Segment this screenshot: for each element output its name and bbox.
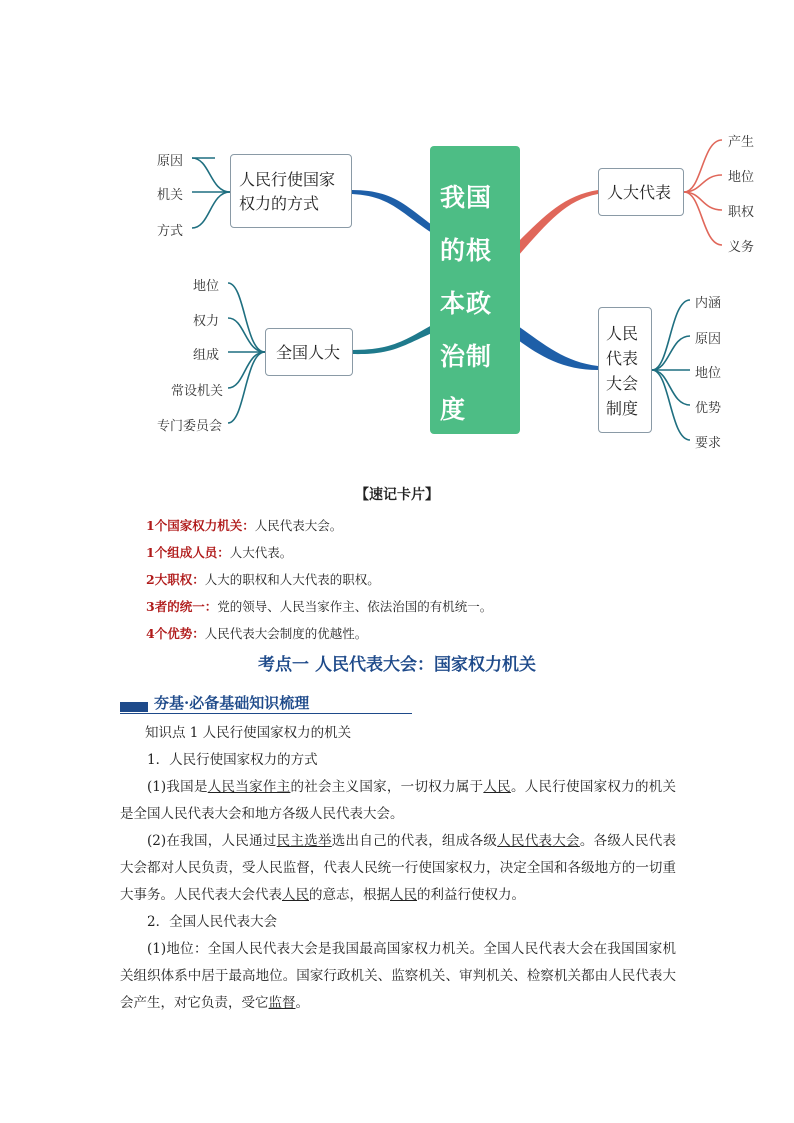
node-people-exercise-power (230, 154, 352, 228)
connector-right-bottom-5 (652, 370, 690, 440)
node-label: 全国人大 (276, 343, 341, 362)
subheading: 2．全国人民代表大会 (147, 914, 278, 930)
card-line (146, 566, 794, 593)
text-run: (1)地位：全国人民代表大会是我国最高国家权力机关。全国人民代表大会在我国国家机关组织体系中居于最高地位。国家行政机关、监察机关、审判机关、检察机关都由人民代表大会产生，对它负责，受它 (120, 941, 676, 1011)
card-key: 3者的统一： (146, 599, 218, 614)
banner-bar (120, 702, 148, 712)
leaf-duties: 职权 (728, 205, 755, 220)
node-line: 代表 (606, 349, 639, 368)
text-run: 。人民行使国家权力的机关是全国人民代表大会和地方各级人民代表大会。 (120, 779, 677, 822)
text-run: 的利益行使权力。 (417, 887, 525, 903)
connector-right-top-4 (684, 192, 722, 245)
card-text: 人民代表大会制度的优越性。 (204, 626, 368, 641)
connector-left-bottom-5 (228, 352, 265, 423)
banner-underline (120, 713, 412, 714)
leaf-advantage: 优势 (695, 401, 722, 416)
subheading: 1．人民行使国家权力的方式 (147, 752, 318, 768)
underlined-term: 人民 (390, 887, 417, 903)
leaf-status: 地位 (695, 366, 722, 381)
leaf-obligations: 义务 (728, 240, 755, 255)
card-line (146, 593, 794, 620)
leaf-special-committee: 专门委员会 (157, 419, 223, 434)
node-line: 人民 (606, 324, 639, 343)
text-run: 。 (295, 995, 309, 1011)
card-text: 党的领导、人民当家作主、依法治国的有机统一。 (217, 599, 493, 614)
paragraph (120, 828, 676, 909)
branch-right-top (518, 190, 598, 256)
text-run: 。各级人民代表大会都对人民负责，受人民监督，代表人民统一行使国家权力，决定全国和各级地方的一切重大事务。人民代表大会代表 (120, 833, 677, 903)
underlined-term: 人民 (282, 887, 309, 903)
node-label: 人大代表 (607, 183, 672, 202)
leaf-standing-body: 常设机关 (171, 384, 224, 399)
connector-left-top-3 (192, 192, 230, 228)
body-text (120, 720, 676, 1017)
mind-map-center-node (430, 146, 520, 434)
text-run: 的社会主义国家，一切权力属于 (290, 779, 484, 795)
section-banner (120, 690, 412, 716)
text-run: (2)在我国，人民通过 (147, 833, 277, 849)
leaf-reason: 原因 (695, 332, 722, 347)
paragraph (120, 774, 676, 828)
node-line: 大会 (606, 374, 639, 393)
leaf-organ: 机关 (157, 188, 184, 203)
underlined-term: 监督 (268, 995, 296, 1011)
branch-right-bottom (518, 326, 598, 370)
underlined-term: 人民 (483, 779, 511, 795)
connector-left-top-1 (192, 158, 230, 192)
card-line (146, 620, 794, 647)
underlined-term: 人民当家作主 (207, 779, 291, 795)
connector-left-bottom-1 (228, 283, 265, 352)
center-line: 本政 (440, 289, 493, 318)
connector-right-bottom-2 (652, 336, 690, 370)
node-npc-deputy (598, 168, 684, 216)
node-npc-system (598, 307, 652, 433)
leaf-status: 地位 (728, 170, 755, 185)
card-key: 1个组成人员： (146, 545, 230, 560)
text-run: 选出自己的代表，组成各级 (331, 833, 498, 849)
cards-title: 【速记卡片】 (355, 487, 439, 503)
text-run: (1)我国是 (147, 779, 208, 795)
node-line: 权力的方式 (239, 194, 320, 213)
leaf-composition: 组成 (193, 348, 220, 363)
card-text: 人民代表大会。 (254, 518, 343, 533)
card-text: 人大代表。 (229, 545, 293, 560)
branch-left-bottom (352, 325, 432, 354)
mind-map-connectors (0, 0, 794, 460)
leaf-method: 方式 (157, 224, 184, 239)
leaf-power: 权力 (193, 314, 220, 329)
text-run: 的意志，根据 (309, 887, 390, 903)
underlined-term: 民主选举 (276, 833, 332, 849)
center-line: 的根 (440, 236, 493, 265)
node-line: 制度 (606, 399, 639, 418)
center-line: 度 (440, 395, 467, 424)
underlined-term: 人民代表大会 (497, 833, 580, 849)
paragraph (120, 936, 676, 1017)
quick-memory-cards (0, 484, 794, 647)
mind-map (0, 0, 794, 460)
leaf-status: 地位 (193, 279, 220, 294)
center-line: 治制 (440, 342, 493, 371)
leaf-connotation: 内涵 (695, 296, 722, 311)
connector-right-bottom-1 (652, 300, 690, 370)
card-line (146, 539, 794, 566)
connector-right-bottom-4 (652, 370, 690, 405)
node-npc (265, 328, 353, 376)
section-title: 考点一 人民代表大会：国家权力机关 (258, 655, 536, 675)
leaf-election: 产生 (728, 135, 755, 150)
node-line: 人民行使国家 (239, 170, 336, 189)
branch-left-top (352, 190, 432, 233)
connector-right-top-1 (684, 140, 722, 192)
card-key: 2大职权： (146, 572, 205, 587)
leaf-reason: 原因 (157, 154, 184, 169)
card-key: 4个优势： (146, 626, 205, 641)
center-line: 我国 (440, 183, 493, 212)
banner-text: 夯基·必备基础知识梳理 (154, 694, 310, 712)
card-line (146, 512, 794, 539)
knowledge-point-heading: 知识点 1 人民行使国家权力的机关 (145, 725, 352, 741)
leaf-requirement: 要求 (695, 436, 722, 451)
card-key: 1个国家权力机关： (146, 518, 255, 533)
card-text: 人大的职权和人大代表的职权。 (204, 572, 380, 587)
